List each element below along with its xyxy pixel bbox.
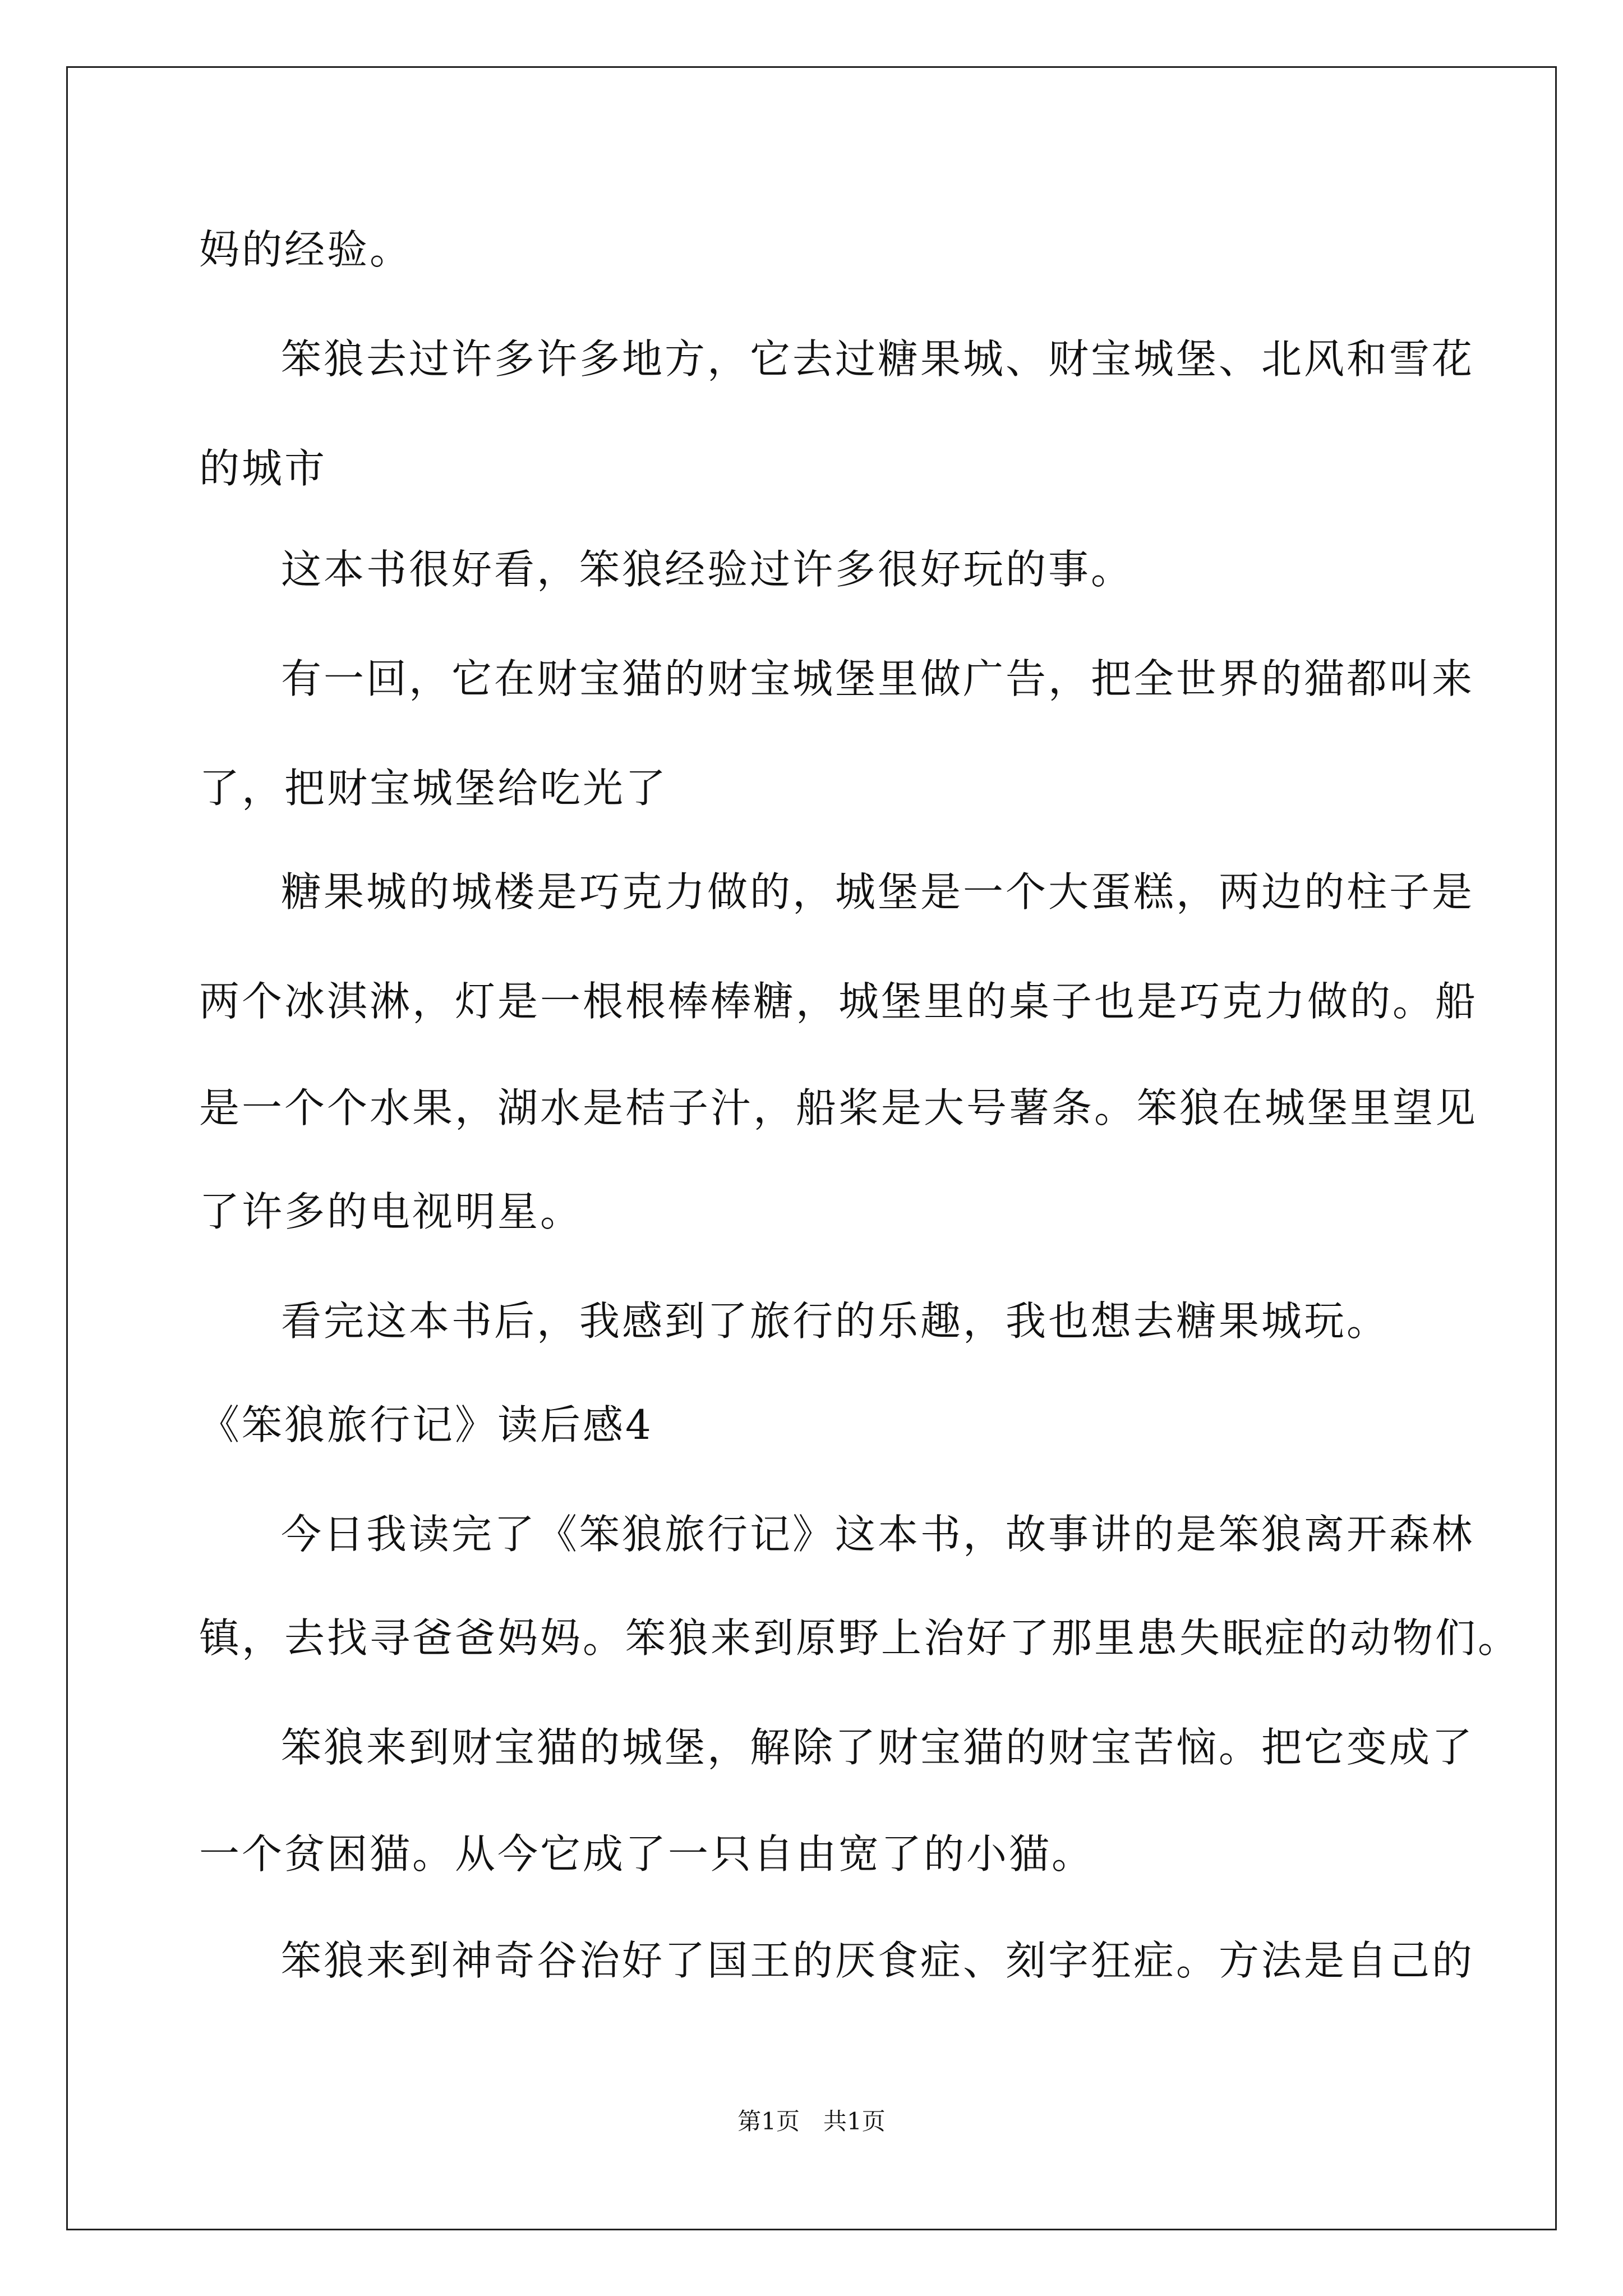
paragraph-line: 今日我读完了《笨狼旅行记》这本书，故事讲的是笨狼离开森林 bbox=[281, 1511, 1475, 1558]
paragraph-line: 笨狼来到神奇谷治好了国王的厌食症、刻字狂症。方法是自己的 bbox=[281, 1937, 1475, 1984]
text-line: 的城市 bbox=[199, 445, 328, 492]
text-line: 了，把财宝城堡给吃光了 bbox=[199, 765, 668, 812]
paragraph-line: 这本书很好看，笨狼经验过许多很好玩的事。 bbox=[281, 546, 1134, 593]
text-line: 镇，去找寻爸爸妈妈。笨狼来到原野上治好了那里患失眠症的动物们。 bbox=[199, 1614, 1521, 1662]
page-border bbox=[66, 66, 1557, 2230]
text-line: 妈的经验。 bbox=[199, 226, 413, 273]
text-line: 是一个个水果，湖水是桔子汁，船桨是大号薯条。笨狼在城堡里望见 bbox=[199, 1084, 1478, 1131]
text-line: 两个冰淇淋，灯是一根根棒棒糖，城堡里的桌子也是巧克力做的。船 bbox=[199, 978, 1478, 1025]
page-footer: 第1页 共1页 bbox=[737, 2108, 886, 2135]
paragraph-line: 糖果城的城楼是巧克力做的，城堡是一个大蛋糕，两边的柱子是 bbox=[281, 868, 1475, 915]
paragraph-line: 看完这本书后，我感到了旅行的乐趣，我也想去糖果城玩。 bbox=[281, 1297, 1390, 1345]
text-line: 了许多的电视明星。 bbox=[199, 1188, 583, 1235]
paragraph-line: 笨狼来到财宝猫的城堡，解除了财宝猫的财宝苦恼。把它变成了 bbox=[281, 1724, 1475, 1771]
paragraph-line: 笨狼去过许多许多地方，它去过糖果城、财宝城堡、北风和雪花 bbox=[281, 335, 1475, 383]
section-heading: 《笨狼旅行记》读后感4 bbox=[199, 1401, 653, 1448]
text-line: 一个贫困猫。从今它成了一只自由宽了的小猫。 bbox=[199, 1830, 1095, 1878]
paragraph-line: 有一回，它在财宝猫的财宝城堡里做广告，把全世界的猫都叫来 bbox=[281, 655, 1475, 702]
